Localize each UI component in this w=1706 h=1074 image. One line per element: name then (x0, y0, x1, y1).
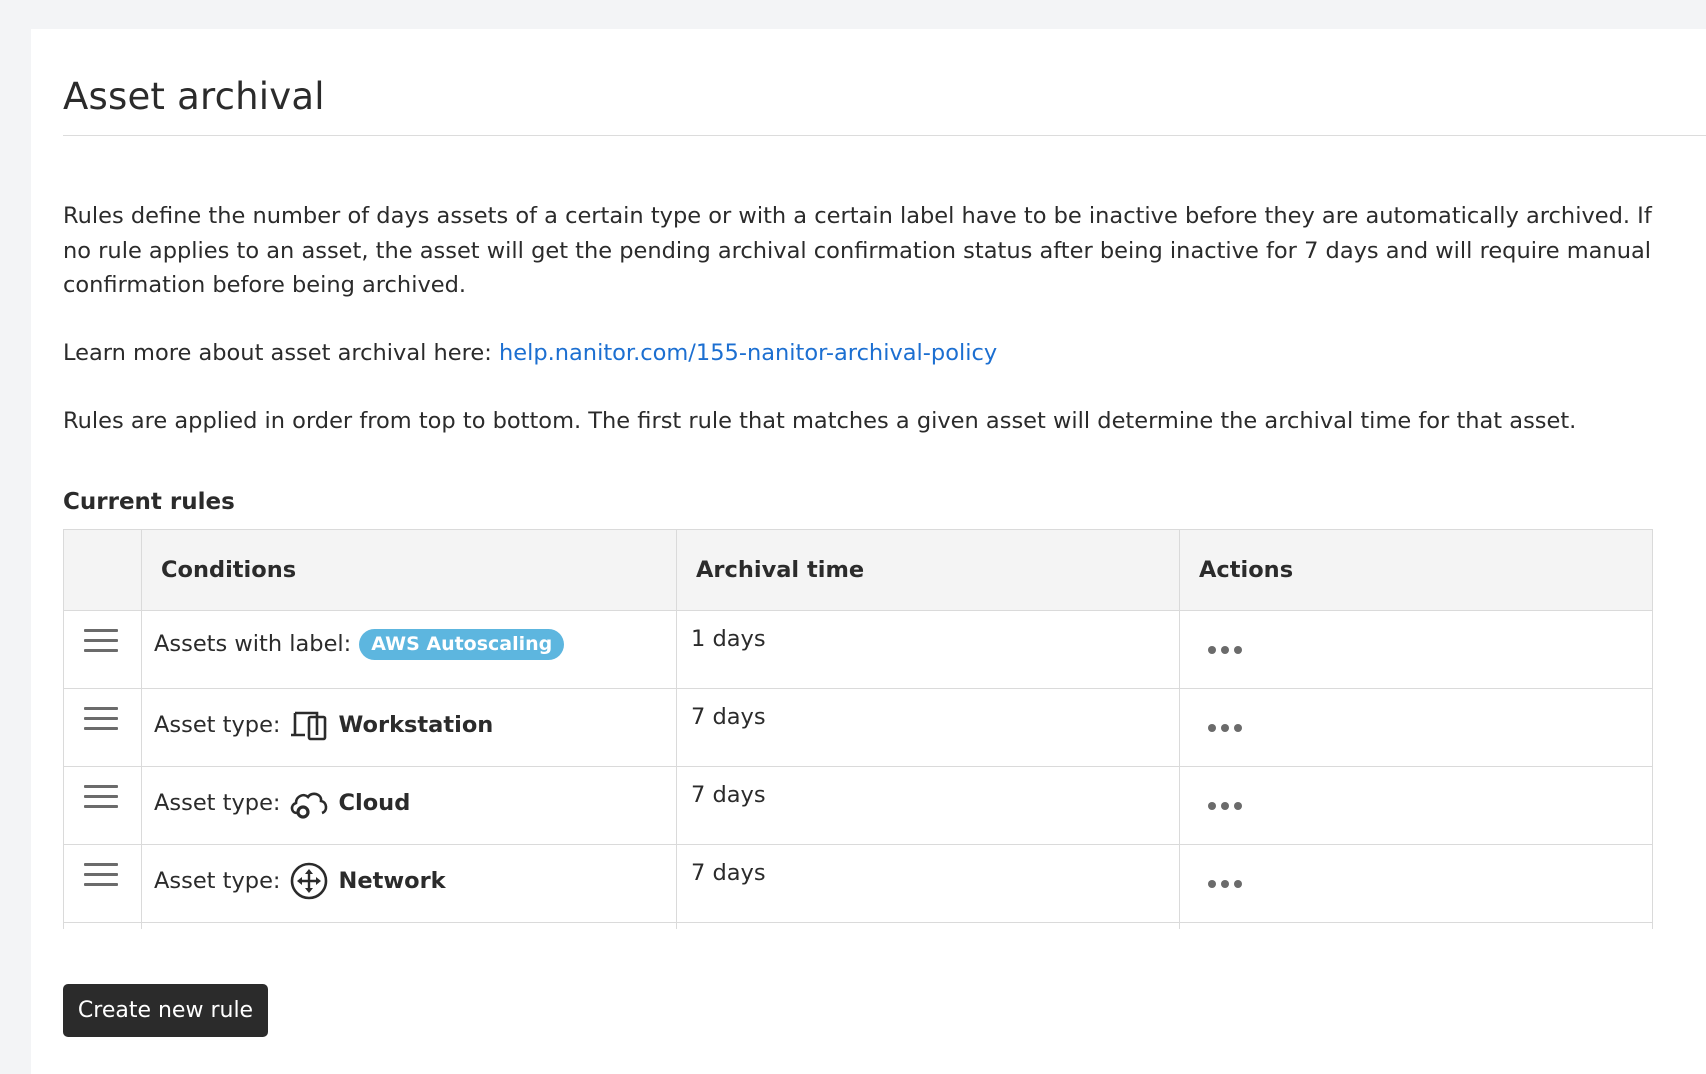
drag-handle[interactable] (64, 689, 142, 767)
table-row (64, 845, 1653, 923)
drag-handle-icon (84, 785, 118, 809)
learn-more-prefix: Learn more about asset archival here: (63, 340, 492, 366)
more-actions-icon[interactable] (1208, 802, 1242, 810)
current-rules-heading: Current rules (63, 489, 235, 515)
condition-prefix: Asset type: (154, 790, 281, 816)
archival-time-cell: 7 days (677, 845, 1180, 923)
description-text: Rules define the number of days assets of a certain type or with a certain label have to be inactive before they are automatically archived. If no rule applies to an asset, the asset will get the pending archival confirmation status after being inactive for 7 days and will require manual confirmation before being archived. (63, 203, 1652, 298)
drag-handle-icon (84, 863, 118, 887)
actions-column-header: Actions (1180, 530, 1653, 611)
cloud-icon (289, 783, 329, 823)
asset-type-name: Workstation (338, 712, 494, 738)
network-icon (289, 861, 329, 901)
condition-prefix: Asset type: (154, 712, 281, 738)
conditions-column-header: Conditions (142, 530, 677, 611)
table-row (64, 767, 1653, 845)
condition-prefix: Assets with label: (154, 631, 352, 657)
condition-cell (142, 689, 677, 767)
table-row (64, 923, 1653, 930)
create-new-rule-button[interactable]: Create new rule (63, 984, 268, 1037)
title-divider (63, 135, 1706, 136)
drag-handle-icon (84, 707, 118, 731)
archival-policy-link[interactable]: help.nanitor.com/155-nanitor-archival-policy (498, 340, 998, 366)
drag-handle[interactable] (64, 611, 142, 689)
drag-handle[interactable] (64, 767, 142, 845)
table-row (64, 611, 1653, 689)
drag-column-header (64, 530, 142, 611)
asset-type-name: Network (338, 868, 446, 894)
main-panel (31, 29, 1706, 1074)
rules-table (63, 529, 1653, 929)
rules-table-container[interactable] (63, 529, 1683, 929)
actions-cell (1180, 611, 1653, 689)
learn-more-text (63, 336, 1683, 371)
more-actions-icon[interactable] (1208, 724, 1242, 732)
condition-cell (142, 845, 677, 923)
archival-time-cell: 1 days (677, 611, 1180, 689)
drag-handle[interactable] (64, 845, 142, 923)
order-note-text: Rules are applied in order from top to bottom. The first rule that matches a given asset will determine the archival time for that asset. (63, 408, 1577, 434)
archival-time-column-header: Archival time (677, 530, 1180, 611)
archival-time-cell: 7 days (677, 767, 1180, 845)
actions-cell (1180, 767, 1653, 845)
more-actions-icon[interactable] (1208, 880, 1242, 888)
more-actions-icon[interactable] (1208, 646, 1242, 654)
label-badge: AWS Autoscaling (359, 629, 564, 660)
condition-prefix: Asset type: (154, 868, 281, 894)
drag-handle-icon (84, 629, 118, 653)
condition-cell (142, 767, 677, 845)
actions-cell (1180, 689, 1653, 767)
actions-cell (1180, 845, 1653, 923)
table-row (64, 689, 1653, 767)
page-title: Asset archival (63, 75, 325, 118)
workstation-icon (289, 705, 329, 745)
asset-type-name: Cloud (338, 790, 411, 816)
condition-cell (142, 611, 677, 689)
archival-time-cell: 7 days (677, 689, 1180, 767)
table-header-row (64, 530, 1653, 611)
